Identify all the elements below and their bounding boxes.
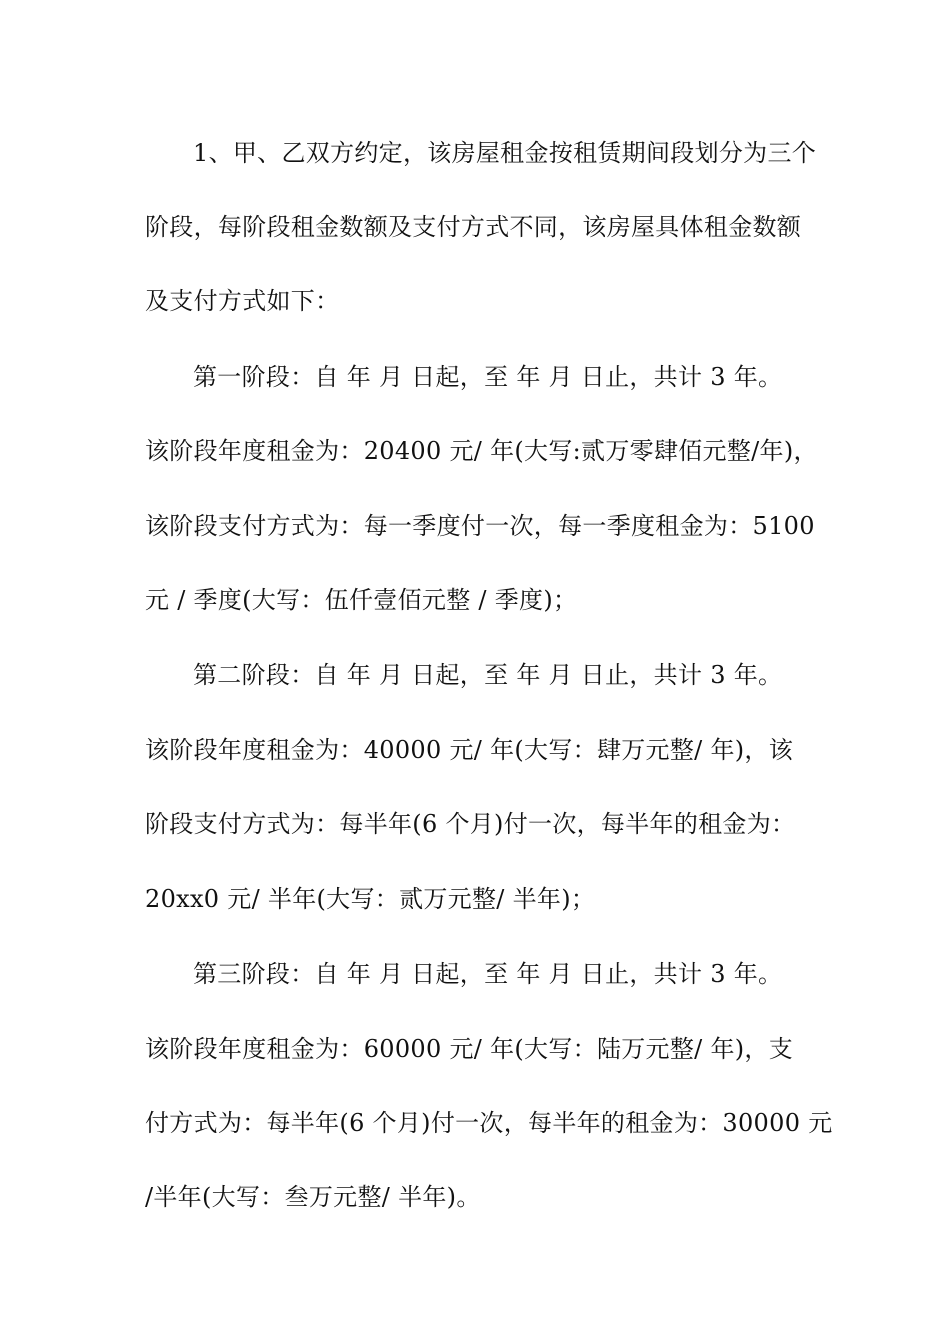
paragraph-clause-1-line-3: 及支付方式如下： bbox=[145, 287, 340, 315]
stage-1-line-1: 第一阶段：自 年 月 日起，至 年 月 日止，共计 3 年。 bbox=[193, 363, 783, 391]
stage-1-line-2: 该阶段年度租金为：20400 元/ 年(大写:贰万零肆佰元整/年)， bbox=[145, 437, 818, 465]
stage-1-line-4: 元 / 季度(大写：伍仟壹佰元整 / 季度)； bbox=[145, 586, 578, 614]
stage-3-line-2: 该阶段年度租金为：60000 元/ 年(大写：陆万元整/ 年)，支 bbox=[145, 1035, 794, 1063]
stage-2-line-4: 20xx0 元/ 半年(大写：贰万元整/ 半年)； bbox=[145, 885, 596, 913]
paragraph-clause-1-line-2: 阶段，每阶段租金数额及支付方式不同，该房屋具体租金数额 bbox=[145, 213, 802, 241]
stage-2-line-2: 该阶段年度租金为：40000 元/ 年(大写：肆万元整/ 年)，该 bbox=[145, 736, 794, 764]
stage-1-line-3: 该阶段支付方式为：每一季度付一次，每一季度租金为：5100 bbox=[145, 512, 815, 540]
stage-2-line-1: 第二阶段：自 年 月 日起，至 年 月 日止，共计 3 年。 bbox=[193, 661, 783, 689]
paragraph-clause-1-line-1: 1、甲、乙双方约定，该房屋租金按租赁期间段划分为三个 bbox=[193, 139, 817, 167]
stage-3-line-1: 第三阶段：自 年 月 日起，至 年 月 日止，共计 3 年。 bbox=[193, 960, 783, 988]
stage-3-line-3: 付方式为：每半年(6 个月)付一次，每半年的租金为：30000 元 bbox=[145, 1109, 833, 1137]
stage-3-line-4: /半年(大写：叁万元整/ 半年)。 bbox=[145, 1183, 481, 1211]
stage-2-line-3: 阶段支付方式为：每半年(6 个月)付一次，每半年的租金为： bbox=[145, 810, 796, 838]
